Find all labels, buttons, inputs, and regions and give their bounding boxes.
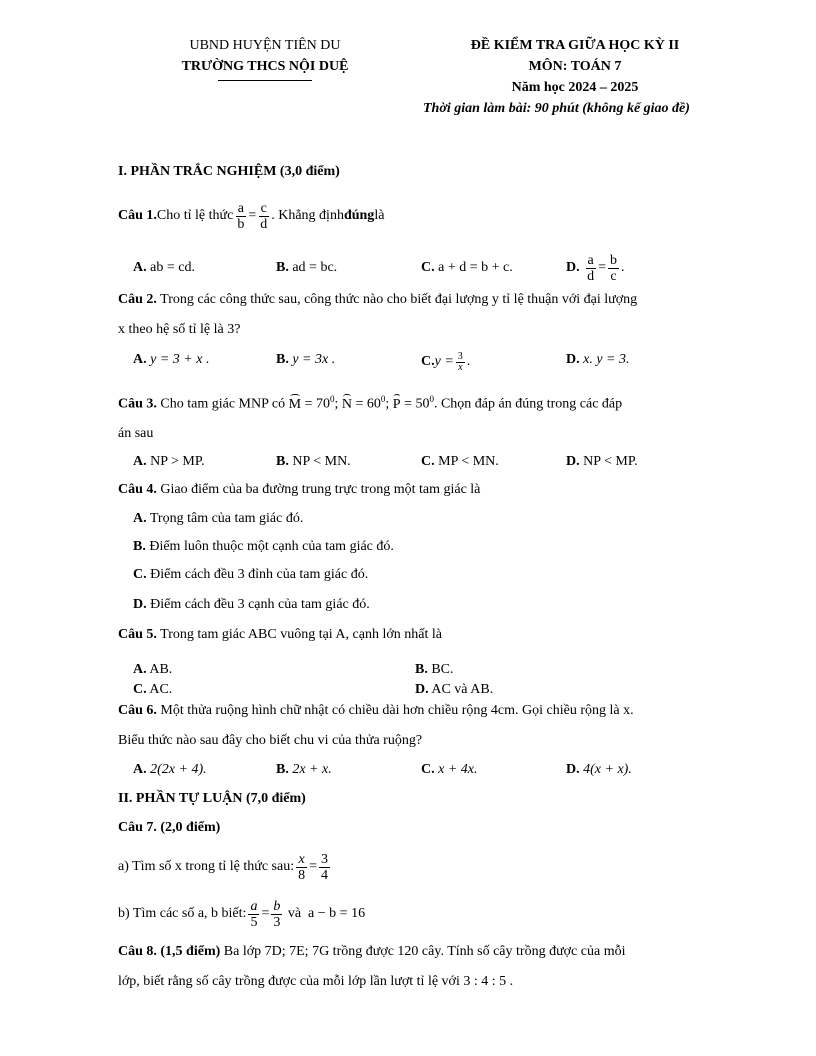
q1-fraction-1 (235, 201, 246, 232)
q4-a-label: A. (133, 511, 147, 526)
q1-option-d: D. $\frac{a}{d}$ = $\frac{b}{c}$ . (566, 252, 625, 284)
q6-line2: Biểu thức nào sau đây cho biết chu vi của thửa ruộng? (118, 733, 423, 748)
q3-angle-p: P (392, 396, 401, 412)
q3-text1: Cho tam giác MNP có (156, 396, 289, 412)
q3-option-d (566, 454, 638, 470)
q1-equals: = (248, 208, 257, 223)
q7-b-tail: và a − b = 16 (284, 906, 366, 921)
q2-c-den: x (458, 361, 463, 373)
q2-option-c: C. y = $\frac{3}{x}$ . (421, 350, 471, 373)
question-2 (118, 292, 637, 308)
q4-option-c (133, 567, 368, 583)
q2-d-text: x. y = 3. (579, 352, 630, 367)
q1-a-text: ab = cd. (146, 260, 195, 275)
district-name: UBND HUYỆN TIÊN DU (189, 38, 341, 53)
q6-d-label: D. (566, 762, 580, 777)
q6-a-label: A. (133, 762, 147, 777)
q6-b-text: 2x + x. (288, 762, 332, 777)
q1-text-after: là (374, 208, 385, 223)
q3-a-label: A. (133, 454, 147, 469)
q4-b-label: B. (133, 539, 146, 554)
q2-b-text: y = 3x . (288, 352, 336, 367)
q6-d-text: 4(x + x). (579, 762, 632, 777)
q8-label: Câu 8. (1,5 điểm) (118, 944, 221, 959)
q5-option-d (415, 682, 493, 698)
q5-c-label: C. (133, 682, 147, 697)
q6-b-label: B. (276, 762, 289, 777)
q4-a-text: Trọng tâm của tam giác đó. (146, 511, 304, 526)
q1-d-f1-num: a (587, 252, 594, 268)
q3-b-label: B. (276, 454, 289, 469)
q1-f1-den: b (237, 216, 245, 232)
q4-option-d (133, 597, 370, 613)
q7-b-f2-den: 3 (273, 914, 281, 930)
q6-line1: Một thửa ruộng hình chữ nhật có chiều dài hơn chiều rộng 4cm. Gọi chiều rộng là x. (156, 703, 634, 718)
q3-angle-n: N (341, 396, 352, 412)
q7-part-a: a) Tìm số x trong tỉ lệ thức sau: $\frac{x}{8}$ = $\frac{3}{4}$ (118, 851, 328, 883)
q2-option-d (566, 352, 630, 368)
q2-line2: x theo hệ số tỉ lệ là 3? (118, 322, 241, 337)
q2-option-b (276, 352, 335, 368)
q2-c-fraction (456, 352, 465, 373)
q5-b-text: BC. (427, 662, 454, 677)
q1-text-mid: . Khẳng định (271, 208, 344, 223)
q2-label: Câu 2. (118, 292, 157, 307)
q1-d-fraction-1 (585, 253, 596, 284)
q5-b-label: B. (415, 662, 428, 677)
q6-c-label: C. (421, 762, 435, 777)
q1-d-f1-den: d (587, 268, 595, 284)
q4-d-label: D. (133, 597, 147, 612)
q3-c-text: MP < MN. (434, 454, 499, 469)
q4-b-text: Điểm luôn thuộc một cạnh của tam giác đó. (145, 539, 394, 554)
q2-c-pre: y = (434, 354, 454, 369)
q3-text2: . Chọn đáp án đúng trong các đáp (433, 396, 623, 412)
q3-p-val: = 50 (400, 396, 430, 412)
q6-option-a (133, 762, 207, 778)
q2-line1: Trong các công thức sau, công thức nào cho biết đại lượng y tỉ lệ thuận với đại lượng (156, 292, 638, 307)
q6-c-text: x + 4x. (434, 762, 478, 777)
q7-b-f1-num: a (250, 898, 258, 914)
q8-line1: Ba lớp 7D; 7E; 7G trồng được 120 cây. Tính số cây trồng được của mỗi (220, 944, 626, 959)
q4-option-b (133, 539, 394, 555)
q7-b-fraction-2 (271, 899, 282, 930)
school-underline (218, 80, 312, 81)
q7-a-f2-den: 4 (321, 867, 328, 883)
q4-text: Giao điểm của ba đường trung trực trong một tam giác là (156, 482, 481, 497)
question-1 (118, 196, 384, 236)
q3-d-label: D. (566, 454, 580, 469)
question-6 (118, 703, 634, 719)
school-name: TRƯỜNG THCS NỘI DUỆ (181, 59, 349, 74)
q6-label: Câu 6. (118, 703, 157, 718)
q7-a-text: a) Tìm số x trong tỉ lệ thức sau: (118, 859, 295, 874)
part1-title: I. PHẦN TRẮC NGHIỆM (3,0 điểm) (118, 164, 340, 179)
q4-c-label: C. (133, 567, 147, 582)
question-3: Câu 3. Cho tam giác MNP có $M = 70^0$; $N = 60^0$; $P = 50^0$. Chọn đáp án đúng trong các đáp (118, 394, 623, 412)
q1-b-text: ad = bc. (288, 260, 338, 275)
q3-option-b (276, 454, 351, 470)
q1-f2-den: d (260, 216, 268, 232)
q1-d-f2-num: b (610, 252, 618, 268)
q1-c-text: a + d = b + c. (434, 260, 513, 275)
q4-option-a (133, 511, 303, 527)
q3-option-c (421, 454, 499, 470)
question-8 (118, 944, 625, 960)
q5-option-a (133, 662, 172, 678)
q3-a-text: NP > MP. (146, 454, 205, 469)
q2-c-label: C. (421, 354, 435, 369)
q1-text-before: Cho tỉ lệ thức (156, 208, 234, 223)
q4-c-text: Điểm cách đều 3 đỉnh của tam giác đó. (146, 567, 369, 582)
question-4 (118, 482, 480, 498)
q1-a-label: A. (133, 260, 147, 275)
exam-title: ĐỀ KIỂM TRA GIỮA HỌC KỲ II (470, 38, 680, 53)
q1-d-f2-den: c (610, 268, 617, 284)
q7-a-f1-den: 8 (298, 867, 306, 883)
q2-a-text: y = 3 + x . (146, 352, 210, 367)
q5-option-b (415, 662, 454, 678)
q3-deg-p: 0 (429, 394, 434, 404)
q5-a-label: A. (133, 662, 147, 677)
q1-d-label: D. (566, 260, 580, 275)
q3-b-text: NP < MN. (288, 454, 351, 469)
q3-deg-n: 0 (380, 394, 386, 404)
q3-option-a (133, 454, 205, 470)
q1-option-b (276, 260, 337, 276)
q3-line2: án sau (118, 426, 154, 441)
q2-option-a (133, 352, 209, 368)
q2-d-label: D. (566, 352, 580, 367)
q5-text: Trong tam giác ABC vuông tại A, cạnh lớn nhất là (156, 627, 442, 642)
q5-d-text: AC và AB. (428, 682, 494, 697)
q3-deg-m: 0 (329, 394, 335, 404)
exam-duration: Thời gian làm bài: 90 phút (không kể giao đề) (423, 101, 690, 116)
q7-b-f2-num: b (273, 898, 281, 914)
q7-label: Câu 7. (2,0 điểm) (118, 820, 221, 835)
q1-fraction-2 (258, 201, 269, 232)
q3-angle-m: M (288, 396, 302, 412)
part2-title: II. PHẦN TỰ LUẬN (7,0 điểm) (118, 791, 306, 806)
q2-b-label: B. (276, 352, 289, 367)
q1-b-label: B. (276, 260, 289, 275)
q6-option-c (421, 762, 478, 778)
q1-d-fraction-2 (608, 253, 619, 284)
q6-option-d (566, 762, 632, 778)
q5-label: Câu 5. (118, 627, 157, 642)
q7-a-fraction-2 (319, 852, 330, 883)
q7-b-fraction-1 (248, 899, 259, 930)
q7-b-text: b) Tìm các số a, b biết: (118, 906, 247, 921)
q5-option-c (133, 682, 172, 698)
q1-option-c (421, 260, 513, 276)
q1-f1-num: a (237, 200, 244, 216)
q5-a-text: AB. (146, 662, 173, 677)
q5-c-text: AC. (146, 682, 173, 697)
q7-a-f2-num: 3 (321, 851, 328, 867)
q6-a-text: 2(2x + 4). (146, 762, 207, 777)
q8-line2: lớp, biết rằng số cây trồng được của mỗi lớp lần lượt tỉ lệ với 3 : 4 : 5 . (118, 974, 514, 989)
q1-f2-num: c (260, 200, 267, 216)
q3-c-label: C. (421, 454, 435, 469)
school-year: Năm học 2024 – 2025 (511, 80, 639, 95)
q4-d-text: Điểm cách đều 3 cạnh của tam giác đó. (146, 597, 370, 612)
q2-c-num: 3 (457, 350, 463, 362)
q7-a-fraction-1 (296, 852, 307, 883)
q7-b-f1-den: 5 (250, 914, 258, 930)
q1-option-a (133, 260, 195, 276)
q2-a-label: A. (133, 352, 147, 367)
q3-m-val: = 70 (301, 396, 330, 412)
q3-label: Câu 3. (118, 396, 157, 412)
q7-part-b: b) Tìm các số a, b biết: $\frac{a}{5}$ = $\frac{b}{3}$ và a − b = 16 (118, 898, 366, 930)
q1-c-label: C. (421, 260, 435, 275)
q3-d-text: NP < MP. (579, 454, 638, 469)
exam-subject: MÔN: TOÁN 7 (528, 59, 622, 74)
q7-a-f1-num: x (298, 851, 305, 867)
q3-n-val: = 60 (351, 396, 381, 412)
q4-label: Câu 4. (118, 482, 157, 497)
q1-label: Câu 1. (118, 208, 157, 223)
q5-d-label: D. (415, 682, 429, 697)
q1-emph: đúng (343, 208, 375, 223)
question-5 (118, 627, 442, 643)
q6-option-b (276, 762, 332, 778)
